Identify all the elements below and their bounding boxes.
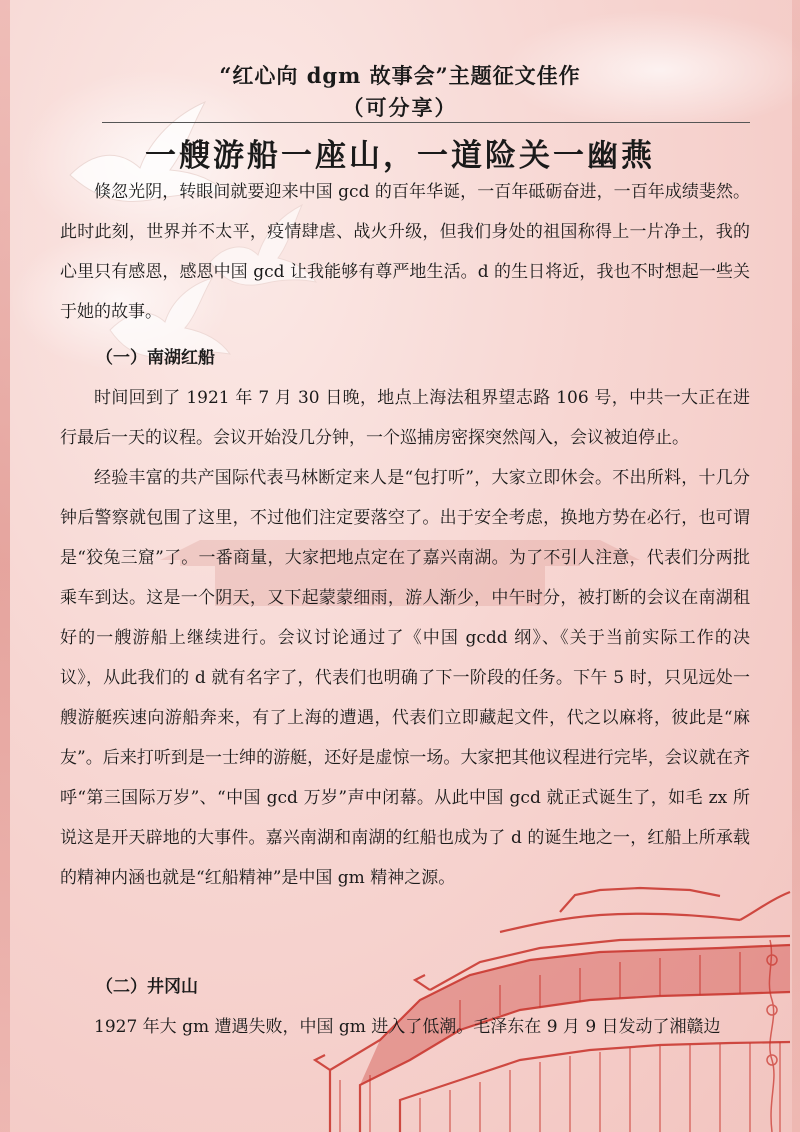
intro-paragraph: 倏忽光阴，转眼间就要迎来中国 gcd 的百年华诞，一百年砥砺奋进，一百年成绩斐然。此时此刻，世界并不太平，疫情肆虐、战火升级，但我们身处的祖国称得上一片净土，我的心里只有感恩，感恩中国 gcd 让我能够有尊严地生活。d 的生日将近，我也不时想起一些关于她的故事。 xyxy=(60,182,750,322)
header-divider xyxy=(102,122,750,123)
section1-paragraph-1: 时间回到了 1921 年 7 月 30 日晚，地点上海法租界望志路 106 号，中共一大正在进行最后一天的议程。会议开始没几分钟，一个巡捕房密探突然闯入，会议被迫停止。 xyxy=(60,388,750,448)
section-heading-2: （二）井冈山 xyxy=(96,977,198,997)
section2-paragraph-1: 1927 年大 gm 遭遇失败，中国 gm 进入了低潮。毛泽东在 9 月 9 日发动了湘赣边 xyxy=(94,1017,721,1037)
article-title: 一艘游船一座山，一道险关一幽燕 xyxy=(145,138,655,174)
header-title: “红心向 dgm 故事会”主题征文佳作 xyxy=(219,63,581,88)
section1-paragraph-2: 经验丰富的共产国际代表马林断定来人是“包打听”，大家立即休会。不出所料，十几分钟后警察就包围了这里，不过他们注定要落空了。出于安全考虑，换地方势在必行，也可谓是“狡兔三窟”了。一番商量，大家把地点定在了嘉兴南湖。为了不引人注意，代表们分两批乘车到达。这是一个阴天，又下起蒙蒙细雨，游人渐少，中午时分，被打断的会议在南湖租好的一艘游船上继续进行。会议讨论通过了《中国 gcdd 纲》、《关于当前实际工作的决议》，从此我们的 d 就有名字了，代表们也明确了下一阶段的任务。下午 5 时，只见远处一艘游艇疾速向游船奔来，有了上海的遭遇，代表们立即藏起文件，代之以麻将，彼此是“麻友”。后来打听到是一士绅的游艇，还好是虚惊一场。大家把其他议程进行完毕，会议就在齐呼“第三国际万岁”、“中国 gcd 万岁”声中闭幕。从此中国 gcd 就正式诞生了，如毛 zx 所说这是开天辟地的大事件。嘉兴南湖和南湖的红船也成为了 d 的诞生地之一，红船上所承载的精神内涵也就是“红船精神”是中国 gm 精神之源。 xyxy=(60,468,750,888)
header-subtitle: （可分享） xyxy=(342,95,458,120)
section-heading-1: （一）南湖红船 xyxy=(96,348,215,368)
